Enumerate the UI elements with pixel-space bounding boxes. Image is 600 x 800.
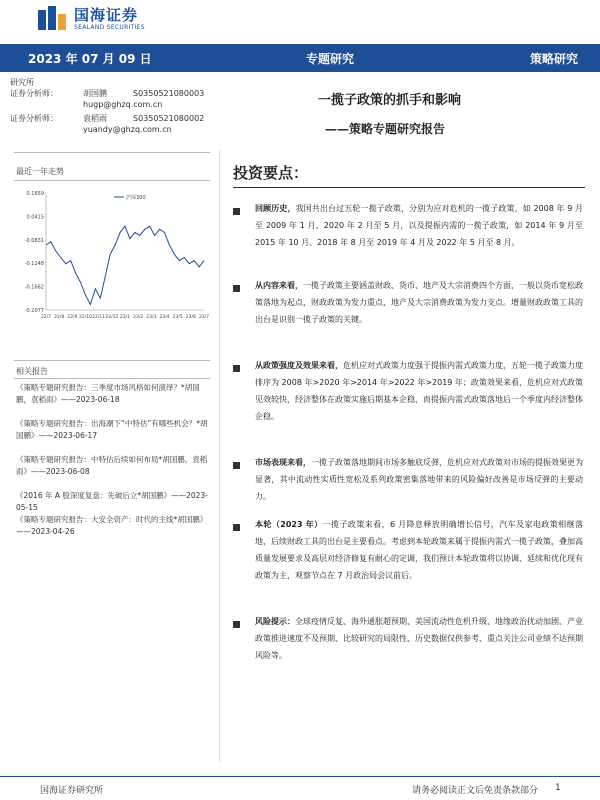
divider (14, 360, 210, 361)
risk-paragraph: 风险提示：全球疫情反复、海外通胀超预期、美国流动性危机升级、地缘政治扰动加剧、产业政策推进速度不及预期、比较研究的局限性、历史数据仅供参考、重点关注公司业绩不达预期风险等。 (255, 617, 583, 660)
analyst-2-name: 袁稻雨 (83, 114, 107, 123)
x-tick-label: 22/11 (92, 315, 106, 320)
key-points-title: 投资要点： (233, 164, 309, 182)
analyst-2-email: yuandy@ghzq.com.cn (83, 125, 172, 134)
y-tick-label: -0.1662 (24, 284, 44, 291)
logo-name: 国海证券 (74, 5, 139, 24)
y-tick-label: -0.0831 (24, 237, 44, 244)
bullet-icon (233, 285, 240, 292)
x-tick-label: 23/2 (133, 315, 144, 320)
bullet-icon (233, 462, 240, 469)
bullet-icon (233, 621, 240, 628)
column-divider (219, 150, 220, 762)
header-bar (0, 44, 600, 72)
bullet-icon (233, 524, 240, 531)
key-point-paragraph: 市场表现来看，一揽子政策落地期间市场多触底反弹，危机应对式政策对市场的提振效果更为显著，其中流动性实质性宽松及系列政策密集落地带来的风险偏好改善是市场反弹的主要动力。 (255, 458, 583, 501)
x-tick-label: 23/1 (119, 315, 131, 320)
logo-english: SEALAND SECURITIES (74, 23, 145, 31)
divider (14, 180, 210, 181)
bullet-icon (233, 208, 240, 215)
bullet-icon (233, 365, 240, 372)
series-line (46, 226, 204, 304)
page-number: 1 (555, 783, 561, 793)
trend-label: 最近一年走势 (16, 167, 64, 176)
y-tick-label: 0.1659 (26, 191, 44, 197)
divider (14, 378, 210, 379)
related-report[interactable]: 《策略专题研究报告：中特估后续如何布局*胡国鹏，袁稻雨》——2023-06-08 (16, 455, 208, 476)
y-tick-label: 0.0415 (26, 214, 44, 221)
analyst-1-id: S0350521080003 (133, 89, 205, 98)
trend-chart (14, 185, 210, 330)
footer-disclaimer: 请务必阅读正文后免责条款部分 (412, 786, 539, 796)
divider (14, 152, 210, 153)
related-report[interactable]: 《2016 年 A 股深度复盘：先破后立*胡国鹏》——2023-05-15 (16, 491, 208, 512)
analyst-2-id: S0350521080002 (133, 114, 205, 123)
footer-divider (0, 776, 600, 777)
report-subtitle: ——策略专题研究报告 (325, 122, 446, 136)
key-point-paragraph: 回顾历史，我国共出台过五轮一揽子政策，分别为应对危机的一揽子政策，如 2008 年 9 月至 2009 年 1 月、2020 年 2 月至 5 月，以及提振内需的一揽子政策，如 2014 年 9 月至 2015 年 10 月、2018 年 8 月至 2019 年 4 月及 2022 年 5 月至 8 月。 (255, 204, 583, 247)
footer-institute: 国海证券研究所 (40, 786, 104, 796)
report-title: 一揽子政策的抓手和影响 (318, 93, 462, 108)
x-tick-label: 22/10 (79, 315, 92, 320)
related-report[interactable]: 《策略专题研究报告：出海潮下“中特估”有哪些机会？*胡国鹏》——2023-06-17 (16, 419, 208, 440)
related-report[interactable]: 《策略专题研究报告：大安全资产：时代的主线*胡国鹏》——2023-04-26 (16, 515, 208, 536)
x-tick-label: 22/9 (67, 315, 78, 320)
x-tick-label: 23/3 (146, 315, 157, 320)
related-report[interactable]: 《策略专题研究报告：三季度市场风格如何演绎？*胡国鹏，袁稻雨》——2023-06-18 (16, 383, 200, 404)
divider (233, 187, 585, 188)
x-tick-label: 23/6 (185, 315, 196, 320)
analyst-1-name: 胡国鹏 (83, 89, 107, 98)
key-point-paragraph: 本轮（2023 年）一揽子政策来看，6 月降息释放明确增长信号，汽车及家电政策相继落地，后续财政工具的出台是主要看点。考虑到本轮政策来属于提振内需式一揽子政策，叠加高质量发展要求及高层对经济修复有耐心的定调，我们预计本轮政策将以协调、延续和优化现有政策为主，观察节点在 7 月政治局会议前后。 (255, 520, 583, 580)
institute-label: 研究所 (10, 78, 34, 87)
y-tick-label: -0.2077 (24, 308, 44, 314)
x-tick-label: 22/8 (54, 315, 65, 320)
y-tick-label: -0.1248 (24, 261, 44, 268)
x-tick-label: 23/7 (198, 315, 210, 320)
analyst-1-email: hugp@ghzq.com.cn (83, 100, 163, 109)
x-tick-label: 22/7 (40, 315, 52, 320)
x-tick-label: 23/4 (159, 315, 170, 320)
x-tick-label: 22/12 (105, 315, 119, 320)
related-label: 相关报告 (16, 367, 48, 376)
report-type: 专题研究 (306, 52, 355, 66)
key-point-paragraph: 从政策强度及效果来看，危机应对式政策力度强于提振内需式政策力度，五轮一揽子政策力度排序为 2008 年>2020 年>2014 年>2022 年>2019 年；政策效果来看，危机应对式政策见效较快，经济整体在政策实施后期基本企稳，而提振内需式政策落地后一个季度内经济整体企稳。 (255, 361, 583, 421)
analyst-2-role: 证券分析师： (10, 114, 58, 123)
company-logo (38, 6, 145, 32)
logo-mark-icon (38, 6, 68, 32)
analyst-1-role: 证券分析师： (10, 89, 58, 98)
report-category: 策略研究 (529, 52, 578, 66)
key-point-paragraph: 从内容来看，一揽子政策主要涵盖财政、货币、地产及大宗消费四个方面，一般以货币宽松政策落地为起点，财政政策为发力重点，地产及大宗消费政策为发力支点。增量财政政策工具的出台是识别一揽子政策的关键。 (255, 281, 583, 324)
report-date: 2023 年 07 月 09 日 (28, 52, 152, 66)
legend-label: 沪深300 (126, 195, 146, 201)
x-tick-label: 23/5 (172, 315, 183, 320)
